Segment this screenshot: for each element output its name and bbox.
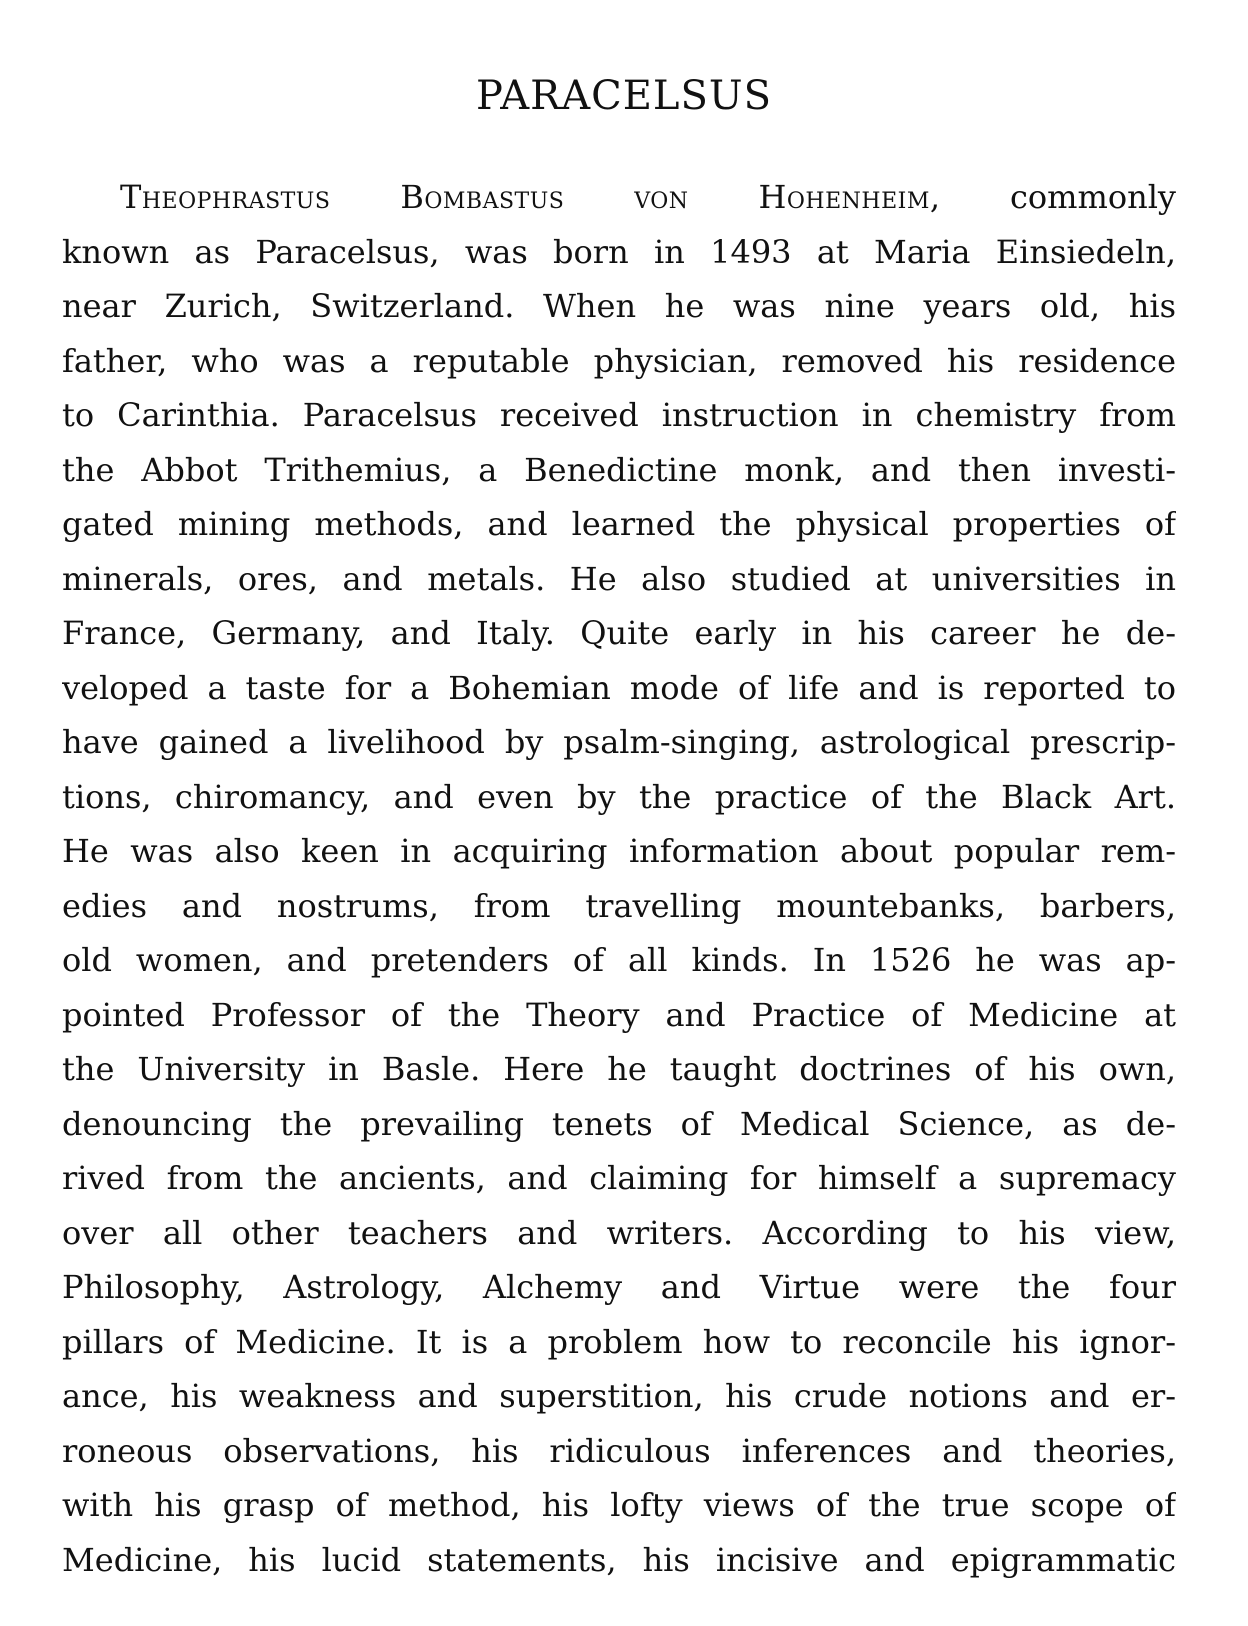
text-line-8: minerals, ores, and metals. He also studied at universities in — [62, 559, 1176, 598]
text-line-26: Medicine, his lucid statements, his incisive and epigrammatic — [62, 1540, 1176, 1579]
text-line-6: the Abbot Trithemius, a Benedictine monk, and then investi- — [62, 450, 1176, 489]
lead-name: Theophrastus Bombastus von Hohenheim, — [120, 178, 941, 216]
text-line-7: gated mining methods, and learned the physical properties of — [62, 505, 1176, 543]
text-line-2: known as Paracelsus, was born in 1493 at Maria Einsiedeln, — [62, 232, 1176, 271]
text-line-13: He was also keen in acquiring information about popular rem- — [62, 832, 1176, 870]
text-line-11: have gained a livelihood by psalm-singing, astrological prescrip- — [62, 723, 1176, 761]
text-line-1-rest: commonly — [1009, 178, 1176, 216]
text-line-19: rived from the ancients, and claiming for himself a supremacy — [62, 1159, 1176, 1197]
text-line-17: the University in Basle. Here he taught doctrines of his own, — [62, 1050, 1176, 1088]
text-line-15: old women, and pretenders of all kinds. In 1526 he was ap- — [62, 941, 1176, 979]
page-title: PARACELSUS — [475, 73, 772, 119]
text-line-24: roneous observations, his ridiculous inferences and theories, — [62, 1431, 1176, 1470]
text-line-23: ance, his weakness and superstition, his crude notions and er- — [62, 1377, 1176, 1415]
text-line-21: Philosophy, Astrology, Alchemy and Virtue were the four — [62, 1268, 1176, 1306]
text-line-25: with his grasp of method, his lofty views of the true scope of — [62, 1486, 1176, 1524]
body-paragraph — [62, 170, 1176, 1587]
text-line-10: veloped a taste for a Bohemian mode of life and is reported to — [62, 668, 1176, 707]
text-line-3: near Zurich, Switzerland. When he was nine years old, his — [62, 287, 1176, 325]
text-line-16: pointed Professor of the Theory and Practice of Medicine at — [62, 995, 1176, 1034]
text-line-12: tions, chiromancy, and even by the practice of the Black Art. — [62, 777, 1176, 816]
text-line-4: father, who was a reputable physician, removed his residence — [62, 341, 1176, 380]
text-line-9: France, Germany, and Italy. Quite early in his career he de- — [62, 614, 1176, 652]
text-line-5: to Carinthia. Paracelsus received instruction in chemistry from — [62, 396, 1176, 434]
text-line-14: edies and nostrums, from travelling mountebanks, barbers, — [62, 886, 1176, 925]
text-line-22: pillars of Medicine. It is a problem how to reconcile his ignor- — [62, 1322, 1176, 1361]
text-line-1 — [62, 170, 1176, 225]
text-line-20: over all other teachers and writers. According to his view, — [62, 1213, 1176, 1252]
text-line-18: denouncing the prevailing tenets of Medical Science, as de- — [62, 1104, 1176, 1143]
